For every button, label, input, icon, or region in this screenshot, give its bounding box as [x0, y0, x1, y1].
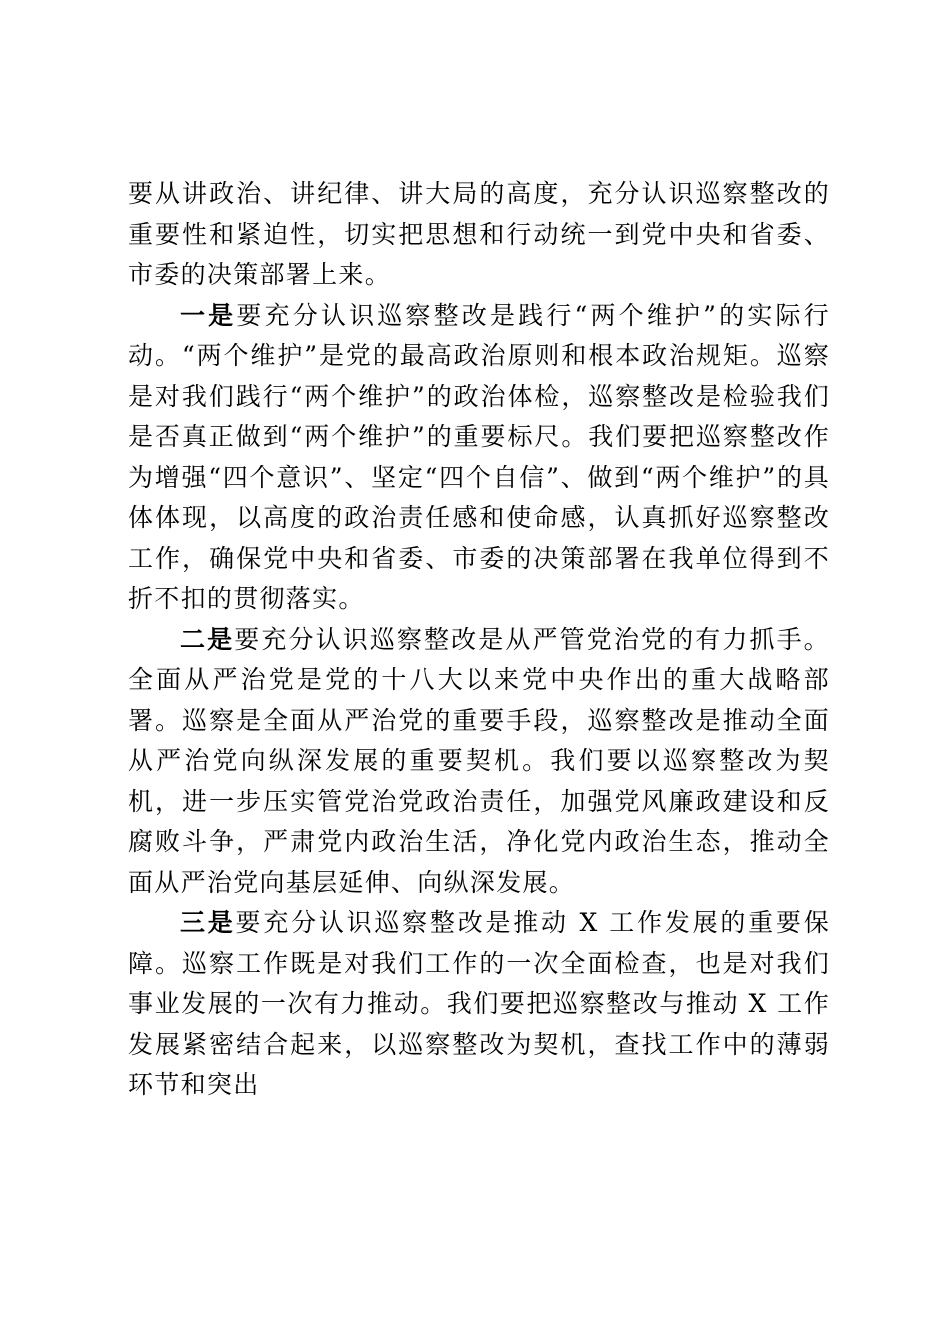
point-2-text: 要充分认识巡察整改是从严管党治党的有力抓手。全面从严治党是党的十八大以来党中央作出的重大战略部署。巡察是全面从严治党的重要手段，巡察整改是推动全面从严治党向纵深发展的重要契机。我们要以巡察整改为契机，进一步压实管党治党政治责任，加强党风廉政建设和反腐败斗争，严肃党内政治生活，净化党内政治生态，推动全面从严治党向基层延伸、向纵深发展。: [128, 624, 830, 897]
point-2-lead: 二是: [180, 624, 235, 654]
document-body: [128, 174, 830, 1106]
point-1-text: 要充分认识巡察整改是践行“两个维护”的实际行动。“两个维护”是党的最高政治原则和根本政治规矩。巡察是对我们践行“两个维护”的政治体检，巡察整改是检验我们是否真正做到“两个维护”的重要标尺。我们要把巡察整改作为增强“四个意识”、坚定“四个自信”、做到“两个维护”的具体体现，以高度的政治责任感和使命感，认真抓好巡察整改工作，确保党中央和省委、市委的决策部署在我单位得到不折不扣的贯彻落实。: [128, 300, 830, 613]
point-3-text: 要充分认识巡察整改是推动 X 工作发展的重要保障。巡察工作既是对我们工作的一次全面检查，也是对我们事业发展的一次有力推动。我们要把巡察整改与推动 X 工作发展紧密结合起来，以巡察整改为契机，查找工作中的薄弱环节和突出: [128, 908, 830, 1099]
paragraph-point-3: [128, 903, 830, 1106]
paragraph-point-2: [128, 620, 830, 904]
point-3-lead: 三是: [180, 908, 236, 937]
paragraph-point-1: [128, 296, 830, 620]
paragraph-intro: 要从讲政治、讲纪律、讲大局的高度，充分认识巡察整改的重要性和紧迫性，切实把思想和行动统一到党中央和省委、市委的决策部署上来。: [128, 179, 830, 289]
point-1-lead: 一是: [180, 300, 237, 330]
